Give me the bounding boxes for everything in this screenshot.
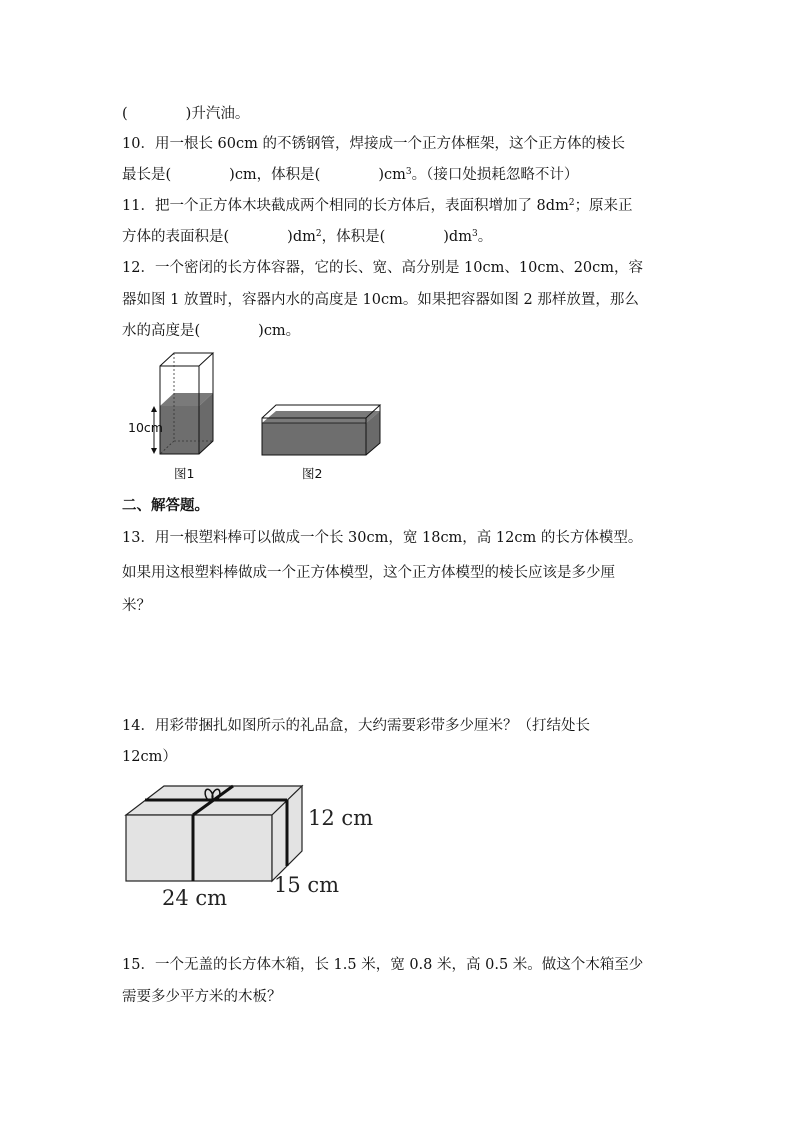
q15-line2: 需要多少平方米的木板？	[122, 989, 282, 1005]
q10-line2-text-b: 。（接口处损耗忽略不计）	[411, 167, 579, 183]
q11-line1-text-b: ；原来正	[574, 198, 633, 214]
q13-line1: 13．用一根塑料棒可以做成一个长 30cm，宽 18cm，高 12cm 的长方体模型。	[122, 530, 643, 546]
q10-line1: 10．用一根长 60cm 的不锈钢管，焊接成一个正方体框架，这个正方体的棱长	[122, 136, 625, 152]
figure2-caption: 图2	[302, 466, 323, 481]
q11-line2-superscript-1: 2	[315, 229, 322, 239]
gift-box-width-label: 15 cm	[274, 873, 340, 897]
figure1-arrow-up	[151, 406, 157, 412]
q9-tail-line: ( )升汽油。	[122, 106, 250, 122]
figure2-box	[262, 405, 380, 481]
gift-box-length-label: 24 cm	[162, 886, 228, 910]
q12-line2: 器如图 1 放置时，容器内水的高度是 10cm。如果把容器如图 2 那样放置，那么	[122, 292, 639, 308]
q11-line1-superscript: 2	[568, 198, 575, 208]
q11-line2-superscript-2: 3	[471, 229, 478, 239]
gift-box-figure	[118, 778, 388, 912]
q10-line2	[122, 165, 578, 185]
figure1-dimension-label: 10cm	[128, 420, 163, 435]
q11-line2-text-a: 方体的表面积是( )dm	[122, 229, 316, 245]
figure1-water-front	[160, 406, 199, 454]
figure1-caption: 图1	[174, 466, 195, 481]
q11-line2-text-c: 。	[477, 229, 493, 245]
figure2-water-front	[262, 423, 366, 455]
figure1-top-edge	[160, 353, 213, 366]
q11-line2-text-b: ，体积是( )dm	[321, 229, 472, 245]
section2-title: 二、解答题。	[122, 497, 209, 514]
figure1-box	[128, 353, 213, 481]
q15-line1: 15．一个无盖的长方体木箱，长 1.5 米，宽 0.8 米，高 0.5 米。做这个木箱至少	[122, 957, 644, 973]
q13-line3: 米？	[122, 598, 151, 614]
gift-box-height-label: 12 cm	[308, 806, 374, 830]
q11-line2	[122, 227, 492, 247]
q12-line3: 水的高度是( )cm。	[122, 323, 301, 339]
q13-line2: 如果用这根塑料棒做成一个正方体模型，这个正方体模型的棱长应该是多少厘	[122, 565, 615, 581]
q12-line1: 12．一个密闭的长方体容器，它的长、宽、高分别是 10cm、10cm、20cm，容	[122, 260, 644, 276]
gift-box-front	[126, 815, 272, 881]
figure1-arrow-down	[151, 448, 157, 454]
q14-line1: 14．用彩带捆扎如图所示的礼品盒，大约需要彩带多少厘米？（打结处长	[122, 718, 590, 734]
q10-line2-superscript: 3	[405, 167, 412, 177]
q11-line1	[122, 196, 633, 216]
q11-line1-text-a: 11．把一个正方体木块截成两个相同的长方体后，表面积增加了 8dm	[122, 198, 569, 214]
figure2-water-top	[262, 411, 380, 423]
q14-line2: 12cm）	[122, 749, 177, 765]
q12-figures	[118, 348, 398, 488]
q10-line2-text-a: 最长是( )cm，体积是( )cm	[122, 167, 406, 183]
